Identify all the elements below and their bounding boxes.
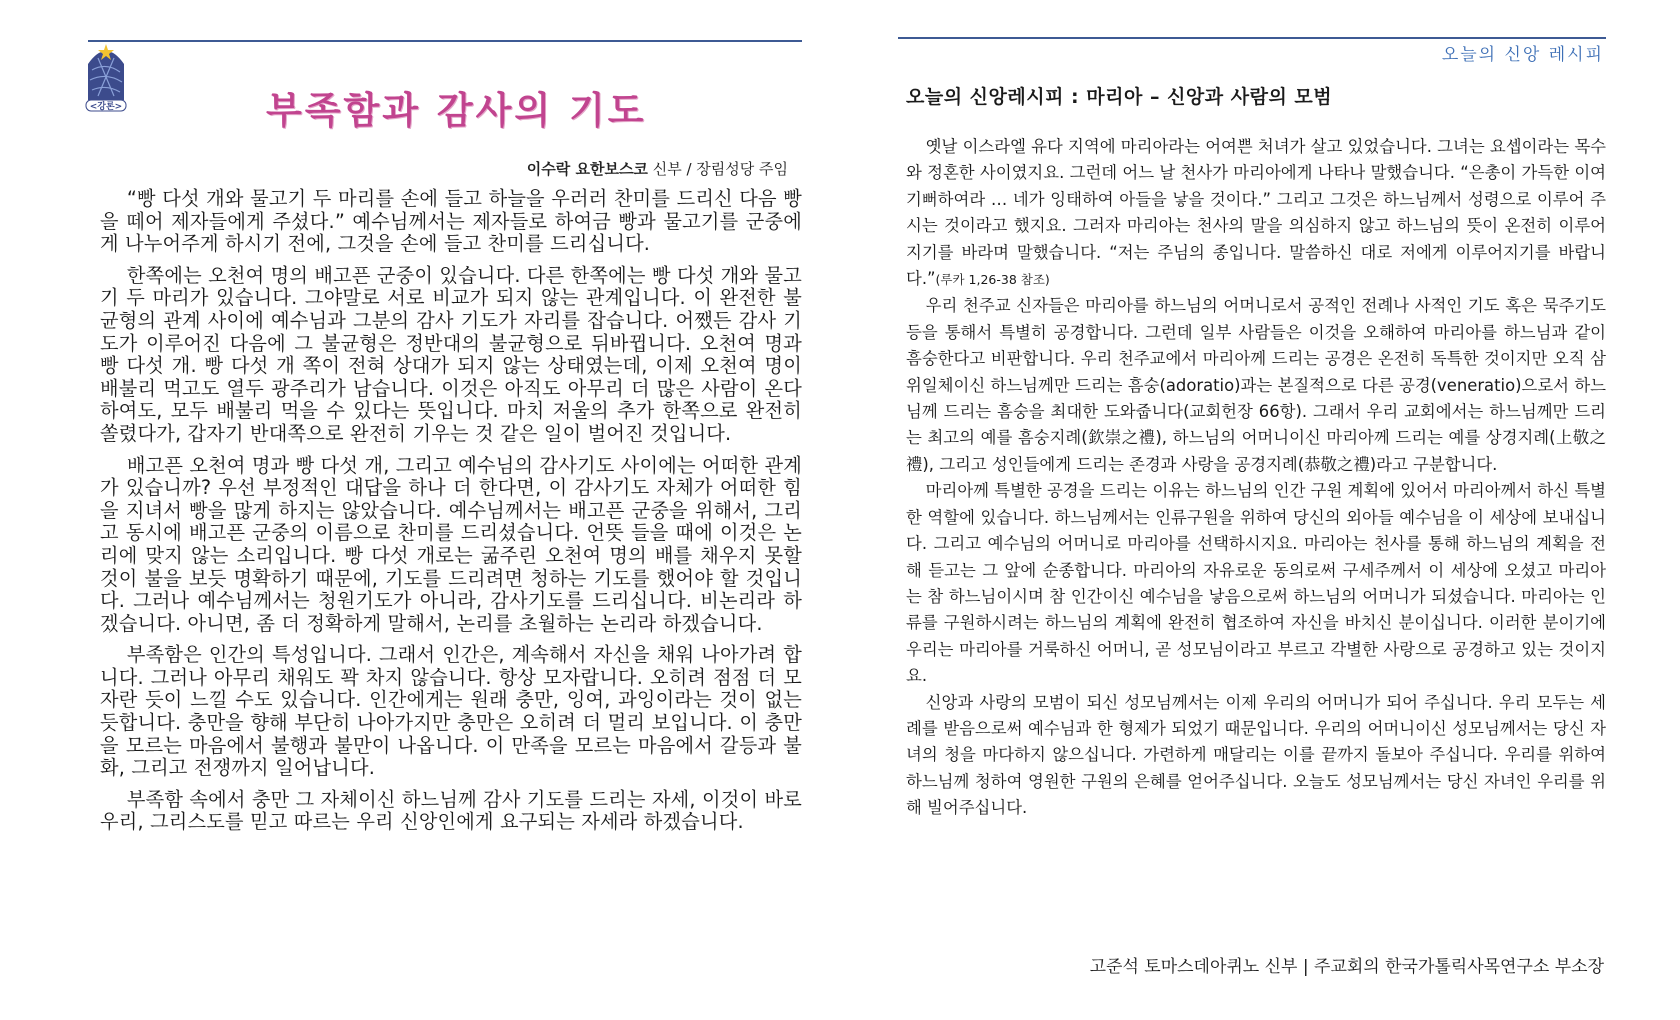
byline bbox=[527, 158, 788, 179]
paragraph-text: 옛날 이스라엘 유다 지역에 마리아라는 어여쁜 처녀가 살고 있었습니다. 그녀는 요셉이라는 목수와 정혼한 사이였지요. 그런데 어느 날 천사가 마리아에게 나타나 말했습니다. “은총이 가득한 이여 기뻐하여라 … 네가 잉태하여 아들을 낳을 것이다.” 그리고 그것은 하느님께서 성령으로 이루어 주시는 것이라고 했지요. 그러자 마리아는 천사의 말을 의심하지 않고 하느님의 뜻이 온전히 이루어지기를 바라며 말했습니다. “저는 주님의 종입니다. 말씀하신 대로 저에게 이루어지기를 바랍니다.” bbox=[906, 137, 1606, 289]
paragraph: 배고픈 오천여 명과 빵 다섯 개, 그리고 예수님의 감사기도 사이에는 어떠한 관계가 있습니까? 우선 부정적인 대답을 하나 더 한다면, 이 감사기도 자체가 어떠한 힘을 지녀서 빵을 많게 하지는 않았습니다. 예수님께서는 배고픈 군중을 위해서, 그리고 동시에 배고픈 군중의 이름으로 찬미를 드리셨습니다. 언뜻 들을 때에 이것은 논리에 맞지 않는 소리입니다. 빵 다섯 개로는 굶주린 오천여 명의 배를 채우지 못할 것이 불을 보듯 명확하기 때문에, 기도를 드리려면 청하는 기도를 했어야 할 것입니다. 그러나 예수님께서는 청원기도가 아니라, 감사기도를 드리십니다. 비논리라 하겠습니다. 아니면, 좀 더 정확하게 말해서, 논리를 초월하는 논리라 하겠습니다. bbox=[100, 453, 802, 635]
paragraph bbox=[906, 293, 1606, 478]
paragraph-text: 마리아께 특별한 공경을 드리는 이유는 하느님의 인간 구원 계획에 있어서 마리아께서 하신 특별한 역할에 있습니다. 하느님께서는 인류구원을 위하여 당신의 외아들 예수님을 이 세상에 보내십니다. 그리고 예수님의 어머니로 마리아를 선택하시지요. 마리아는 천사를 통해 하느님의 계획을 전해 듣고는 그 앞에 순종합니다. 마리아의 자유로운 동의로써 구세주께서 이 세상에 오셨고 마리아는 참 하느님이시며 참 인간이신 예수님을 낳음으로써 하느님의 어머니가 되셨습니다. 마리아는 인류를 구원하시려는 하느님의 계획에 완전히 협조하여 자신을 바치신 분이십니다. 이러한 분이기에 우리는 마리아를 거룩하신 어머니, 곧 성모님이라고 부르고 각별한 사랑으로 공경하고 있는 것이지요. bbox=[906, 481, 1606, 686]
paragraph: “빵 다섯 개와 물고기 두 마리를 손에 들고 하늘을 우러러 찬미를 드리신 다음 빵을 떼어 제자들에게 주셨다.” 예수님께서는 제자들로 하여금 빵과 물고기를 군중에게 나누어주게 하시기 전에, 그것을 손에 들고 찬미를 드리십니다. bbox=[100, 187, 802, 256]
paragraph bbox=[906, 478, 1606, 689]
left-page bbox=[80, 0, 802, 1020]
paragraph-text: 신앙과 사랑의 모범이 되신 성모님께서는 이제 우리의 어머니가 되어 주십니다. 우리 모두는 세례를 받음으로써 예수님과 한 형제가 되었기 때문입니다. 우리의 어머니이신 성모님께서는 당신 자녀의 청을 마다하지 않으십니다. 가련하게 매달리는 이를 끝까지 돌보아 주십니다. 우리를 위하여 하느님께 청하여 영원한 구원의 은혜를 얻어주십니다. 오늘도 성모님께서는 당신 자녀인 우리를 위해 빌어주십니다. bbox=[906, 692, 1606, 818]
paragraph bbox=[906, 690, 1606, 822]
section-label: 오늘의 신앙 레시피 bbox=[1441, 45, 1604, 65]
sermon-logo-icon bbox=[84, 42, 128, 112]
paragraph bbox=[906, 134, 1606, 293]
author-signature: 고준석 토마스데아퀴노 신부 | 주교회의 한국가톨릭사목연구소 부소장 bbox=[1089, 957, 1604, 977]
article-body bbox=[906, 134, 1606, 822]
top-rule bbox=[898, 37, 1606, 39]
right-page bbox=[898, 0, 1606, 1020]
article-title: 부족함과 감사의 기도 bbox=[266, 89, 647, 132]
author-role: 신부 / 장림성당 주임 bbox=[652, 160, 788, 178]
paragraph: 한쪽에는 오천여 명의 배고픈 군중이 있습니다. 다른 한쪽에는 빵 다섯 개와 물고기 두 마리가 있습니다. 그야말로 서로 비교가 되지 않는 관계입니다. 이 완전한 불균형의 관계 사이에 예수님과 그분의 감사 기도가 자리를 잡습니다. 어쨌든 감사 기도가 이루어진 다음에 그 불균형은 정반대의 불균형으로 뒤바뀝니다. 오천여 명과 빵 다섯 개. 빵 다섯 개 쪽이 전혀 상대가 되지 않는 상태였는데, 이제 오천여 명이 배불리 먹고도 열두 광주리가 남습니다. 이것은 아직도 아무리 더 많은 사람이 온다 하여도, 모두 배불리 먹을 수 있다는 뜻입니다. 마치 저울의 추가 한쪽으로 완전히 쏠렸다가, 갑자기 반대쪽으로 완전히 기우는 것 같은 일이 벌어진 것입니다. bbox=[100, 263, 802, 445]
logo-label: <강론> bbox=[89, 102, 123, 112]
top-rule bbox=[88, 40, 802, 42]
paragraph-text: 우리 천주교 신자들은 마리아를 하느님의 어머니로서 공적인 전례나 사적인 기도 혹은 묵주기도 등을 통해서 특별히 공경합니다. 그런데 일부 사람들은 이것을 오해하여 마리아를 하느님과 같이 흠숭한다고 비판합니다. 우리 천주교에서 마리아께 드리는 공경은 온전히 독특한 것이지만 오직 삼위일체이신 하느님께만 드리는 흠숭(adoratio)과는 본질적으로 다른 공경(veneratio)으로서 하느님께 드리는 흠숭을 최대한 도와줍니다(교회헌장 66항). 그래서 우리 교회에서는 하느님께만 드리는 최고의 예를 흠숭지례(欽崇之禮), 하느님의 어머니이신 마리아께 드리는 예를 상경지례(上敬之禮), 그리고 성인들에게 드리는 존경과 사랑을 공경지례(恭敬之禮)라고 구분합니다. bbox=[906, 296, 1606, 474]
article-title: 오늘의 신앙레시피 : 마리아 – 신앙과 사람의 모범 bbox=[906, 86, 1333, 108]
citation-note: (루카 1,26-38 참조) bbox=[935, 272, 1050, 288]
article-body bbox=[100, 188, 802, 843]
paragraph: 부족함 속에서 충만 그 자체이신 하느님께 감사 기도를 드리는 자세, 이것이 바로 우리, 그리스도를 믿고 따르는 우리 신앙인에게 요구되는 자세라 하겠습니다. bbox=[100, 787, 802, 834]
paragraph: 부족함은 인간의 특성입니다. 그래서 인간은, 계속해서 자신을 채워 나아가려 합니다. 그러나 아무리 채워도 꽉 차지 않습니다. 항상 모자랍니다. 오히려 점점 더 모자란 듯이 느낄 수도 있습니다. 인간에게는 원래 충만, 잉여, 과잉이라는 것이 없는 듯합니다. 충만을 향해 부단히 나아가지만 충만은 오히려 더 멀리 보입니다. 이 충만을 모르는 마음에서 불행과 불만이 나옵니다. 이 만족을 모르는 마음에서 갈등과 불화, 그리고 전쟁까지 일어납니다. bbox=[100, 643, 802, 780]
author-name: 이수락 요한보스코 bbox=[526, 160, 648, 178]
